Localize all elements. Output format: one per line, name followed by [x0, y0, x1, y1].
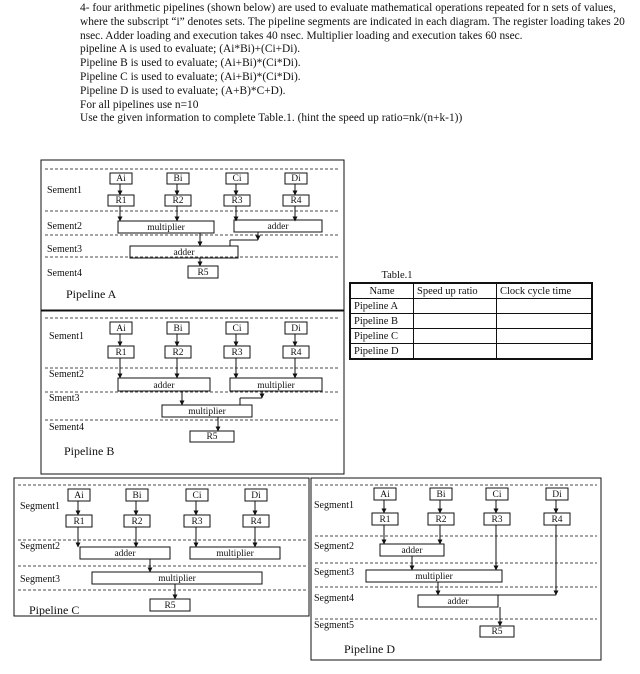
speedup-cell[interactable] [414, 314, 497, 329]
adder-box-label: adder [114, 549, 136, 559]
row-name: Pipeline A [350, 299, 414, 314]
row-name: Pipeline D [350, 344, 414, 360]
segment-label: Sement4 [49, 422, 84, 433]
pipeline-b-title: Pipeline B [64, 444, 115, 458]
register-box-label: R4 [290, 348, 302, 358]
input-box-label: Di [291, 324, 301, 334]
pipeline-c-title: Pipeline C [29, 603, 80, 617]
register-box-label: R1 [115, 196, 127, 206]
segment-label: Sement3 [47, 244, 82, 255]
register-box-label: R1 [115, 348, 127, 358]
row-name: Pipeline B [350, 314, 414, 329]
register-box-label: R4 [290, 196, 302, 206]
register-r5-box-label: R5 [197, 268, 209, 278]
multiplier-box-label: multiplier [257, 381, 295, 391]
input-box-label: Ci [492, 490, 502, 500]
table-header-row [350, 283, 592, 299]
adder-box-label: adder [447, 597, 469, 607]
row-name: Pipeline C [350, 329, 414, 344]
header-speedup: Speed up ratio [414, 283, 497, 299]
table-row [350, 314, 592, 329]
speedup-cell[interactable] [414, 299, 497, 314]
register-box-label: R2 [435, 515, 447, 525]
adder-box-label: adder [153, 381, 175, 391]
register-box-label: R1 [379, 515, 391, 525]
speedup-cell[interactable] [414, 329, 497, 344]
input-box-label: Bi [173, 174, 183, 184]
pipeline-d-formula: Pipeline D is used to evaluate; (A+B)*C+D). [80, 84, 286, 97]
segment-label: Sement2 [49, 369, 84, 380]
input-box-label: Di [552, 490, 562, 500]
speedup-cell[interactable] [414, 344, 497, 360]
clock-cell[interactable] [497, 329, 593, 344]
pipeline-a-title: Pipeline A [66, 287, 117, 301]
register-box-label: R4 [250, 517, 262, 527]
segment-label: Segment3 [314, 567, 354, 578]
input-box-label: Bi [436, 490, 446, 500]
segment-label: Sement2 [47, 221, 82, 232]
clock-cell[interactable] [497, 344, 593, 360]
pipeline-d-frame [311, 478, 601, 660]
pipeline-d-title: Pipeline D [344, 642, 395, 656]
segment-label: Segment4 [314, 593, 354, 604]
speedup-table [349, 282, 593, 360]
table-row [350, 344, 592, 360]
input-box-label: Ai [74, 491, 84, 501]
register-box-label: R2 [172, 196, 184, 206]
input-box-label: Ai [380, 490, 390, 500]
input-box-label: Bi [173, 324, 183, 334]
multiplier-box-label: multiplier [216, 549, 254, 559]
multiplier-box-label: multiplier [188, 407, 226, 417]
segment-label: Segment1 [20, 501, 60, 512]
segment-label: Segment2 [314, 541, 354, 552]
table-row [350, 329, 592, 344]
segment-label: Segment3 [20, 574, 60, 585]
pipeline-a-formula: pipeline A is used to evaluate; (Ai*Bi)+(Ci+Di). [80, 43, 301, 56]
segment-label: Sement4 [47, 268, 82, 279]
header-clock: Clock cycle time [497, 283, 593, 299]
n-value-note: For all pipelines use n=10 [80, 98, 199, 111]
adder-box-label: adder [267, 222, 289, 232]
segment-label: Sement1 [49, 331, 84, 342]
register-box-label: R2 [172, 348, 184, 358]
input-box-label: Ai [116, 174, 126, 184]
hint-text: Use the given information to complete Table.1. (hint the speed up ratio=nk/(n+k-1)) [80, 112, 463, 125]
input-box-label: Bi [132, 491, 142, 501]
segment-label: Segment5 [314, 620, 354, 631]
clock-cell[interactable] [497, 314, 593, 329]
register-r5-box-label: R5 [491, 627, 503, 637]
input-box-label: Ci [232, 324, 242, 334]
question-intro: 4- four arithmetic pipelines (shown below) are used to evaluate mathematical operations repeated for n sets of values, where the subscript “i” denotes sets. The pipeline segments are indicated in each diagram. The register loading takes 20 nsec. Adder loading and execution takes 40 nsec. Multiplier loading and execution takes 60 nsec. [80, 2, 625, 42]
register-box-label: R3 [231, 348, 243, 358]
register-box-label: R2 [131, 517, 143, 527]
input-box-label: Ci [232, 174, 242, 184]
register-box-label: R3 [231, 196, 243, 206]
register-box-label: R1 [73, 517, 85, 527]
multiplier-box-label: multiplier [158, 574, 196, 584]
table-caption: Table.1 [381, 270, 413, 281]
register-r5-box-label: R5 [164, 601, 176, 611]
multiplier-box-label: multiplier [147, 223, 185, 233]
input-box-label: Ai [116, 324, 126, 334]
table-1 [349, 270, 593, 360]
register-box-label: R4 [551, 515, 563, 525]
input-box-label: Ci [192, 491, 202, 501]
input-box-label: Di [291, 174, 301, 184]
pipeline-b-formula: Pipeline B is used to evaluate; (Ai+Bi)*(Ci*Di). [80, 57, 301, 70]
segment-label: Segment2 [20, 541, 60, 552]
segment-label: Sement1 [47, 185, 82, 196]
segment-label: Sment3 [49, 393, 80, 404]
adder-box-label: adder [401, 546, 423, 556]
input-box-label: Di [251, 491, 261, 501]
clock-cell[interactable] [497, 299, 593, 314]
pipeline-c-formula: Pipeline C is used to evaluate; (Ai+Bi)*(Ci*Di). [80, 70, 301, 83]
register-box-label: R3 [491, 515, 503, 525]
register-box-label: R3 [191, 517, 203, 527]
header-name: Name [350, 283, 414, 299]
register-r5-box-label: R5 [206, 432, 218, 442]
adder-box-label: adder [173, 248, 195, 258]
multiplier-box-label: multiplier [415, 572, 453, 582]
table-row [350, 299, 592, 314]
segment-label: Segment1 [314, 500, 354, 511]
